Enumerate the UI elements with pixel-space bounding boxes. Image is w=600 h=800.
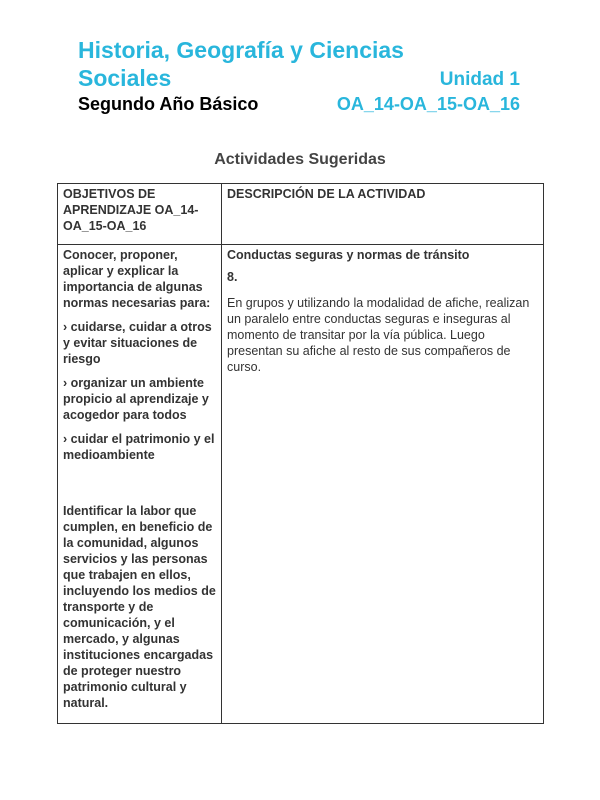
activity-number: 8. bbox=[227, 270, 238, 284]
activities-table bbox=[57, 183, 544, 724]
objective-bullet: › cuidar el patrimonio y el medioambiente bbox=[63, 432, 215, 462]
table-row bbox=[58, 245, 544, 724]
document-title-line1: Historia, Geografía y Ciencias bbox=[78, 37, 404, 63]
section-title: Actividades Sugeridas bbox=[214, 151, 386, 168]
objective-second: Identificar la labor que cumplen, en beneficio de la comunidad, algunos servicios y las personas que trabajen en ellos, incluyendo los medios de transporte y de comunicación, y el mercado, y algunas instituciones encargadas de proteger nuestro patrimonio cultural y natural. bbox=[63, 504, 216, 710]
objectives-column-header: OBJETIVOS DE APRENDIZAJE OA_14-OA_15-OA_16 bbox=[58, 184, 222, 245]
objective-codes: OA_14-OA_15-OA_16 bbox=[336, 94, 520, 114]
objective-bullet: › cuidarse, cuidar a otros y evitar situaciones de riesgo bbox=[63, 320, 212, 366]
objectives-cell bbox=[58, 245, 222, 724]
objective-bullet: › organizar un ambiente propicio al aprendizaje y acogedor para todos bbox=[63, 376, 209, 422]
activity-description: En grupos y utilizando la modalidad de afiche, realizan un paralelo entre conductas seguras e inseguras al momento de transitar por la vía pública. Luego presentan su afiche al resto de sus compañeros de curso. bbox=[227, 296, 530, 374]
table-header-row bbox=[58, 184, 544, 245]
unit-label: Unidad 1 bbox=[439, 69, 520, 90]
description-cell bbox=[222, 245, 544, 724]
activity-title: Conductas seguras y normas de tránsito bbox=[227, 248, 470, 262]
document-title-line2: Sociales bbox=[78, 65, 172, 91]
objective-intro: Conocer, proponer, aplicar y explicar la importancia de algunas normas necesarias para: bbox=[63, 248, 211, 310]
grade-label: Segundo Año Básico bbox=[78, 94, 259, 114]
description-column-header: DESCRIPCIÓN DE LA ACTIVIDAD bbox=[222, 184, 544, 245]
